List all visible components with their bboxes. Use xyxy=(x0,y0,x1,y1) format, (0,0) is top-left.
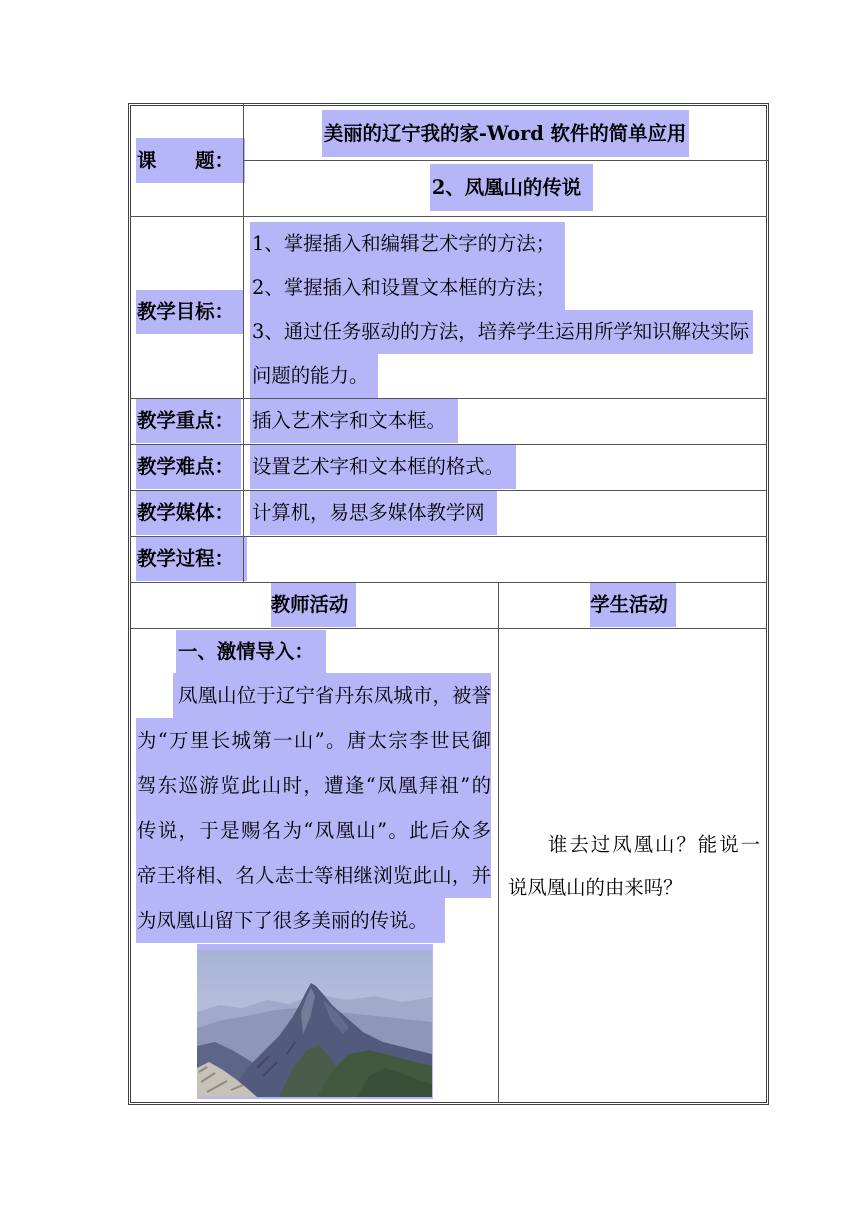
section-title: 一、激情导入： xyxy=(176,630,326,674)
topic-label: 课 题： xyxy=(136,138,245,183)
media-label: 教学媒体： xyxy=(136,491,241,535)
lesson-subtitle: 2、凤凰山的传说 xyxy=(430,164,593,211)
table-rule xyxy=(130,628,767,629)
teacher-activity-header: 教师活动 xyxy=(271,583,357,627)
paragraph-line: 为“万里长城第一山”。唐太宗李世民御 xyxy=(136,718,491,763)
lesson-title: 美丽的辽宁我的家-Word 软件的简单应用 xyxy=(322,110,690,157)
student-activity-header: 学生活动 xyxy=(590,583,676,627)
media-value: 计算机，易思多媒体教学网 xyxy=(250,491,497,535)
student-question-line: 说凤凰山的由来吗？ xyxy=(508,876,683,899)
paragraph-line: 为凤凰山留下了很多美丽的传说。 xyxy=(136,898,445,943)
table-rule xyxy=(130,444,767,445)
key-points-value: 插入艺术字和文本框。 xyxy=(250,399,458,443)
table-rule xyxy=(130,490,767,491)
paragraph-line: 帝王将相、名人志士等相继浏览此山，并 xyxy=(136,853,491,898)
table-rule xyxy=(130,216,767,217)
paragraph-line: 凤凰山位于辽宁省丹东凤城市，被誉 xyxy=(173,673,491,718)
process-label: 教学过程： xyxy=(136,537,247,581)
goal-text: 1、掌握插入和编辑艺术字的方法； xyxy=(250,222,565,266)
goals-label: 教学目标： xyxy=(136,290,243,334)
table-rule xyxy=(498,582,499,1103)
table-rule xyxy=(243,160,768,161)
lesson-plan-table xyxy=(128,103,769,1105)
paragraph-line: 驾东巡游览此山时，遭逢“凤凰拜祖”的 xyxy=(136,763,491,808)
table-rule xyxy=(130,536,767,537)
paragraph-line: 传说，于是赐名为“凤凰山”。此后众多 xyxy=(136,808,491,853)
table-rule xyxy=(243,104,244,582)
key-points-label: 教学重点： xyxy=(136,399,241,443)
difficulties-value: 设置艺术字和文本框的格式。 xyxy=(250,445,516,489)
difficulties-label: 教学难点： xyxy=(136,445,241,489)
table-rule xyxy=(130,398,767,399)
table-rule xyxy=(130,582,767,583)
student-question-line: 谁去过凤凰山？能说一 xyxy=(548,833,760,856)
goal-text: 2、掌握插入和设置文本框的方法； xyxy=(250,266,565,310)
goal-text: 问题的能力。 xyxy=(250,354,378,398)
goal-text: 3、通过任务驱动的方法，培养学生运用所学知识解决实际 xyxy=(250,310,753,354)
